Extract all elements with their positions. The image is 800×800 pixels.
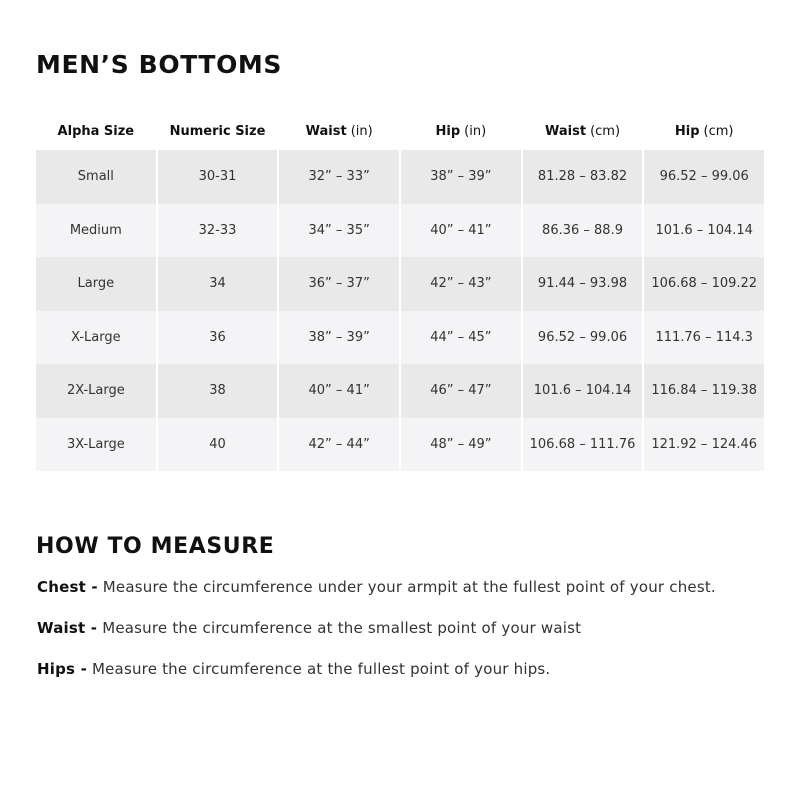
header-waist-in [279, 112, 399, 150]
measure-term: Hips - [37, 660, 88, 678]
table-row [36, 311, 764, 365]
table-row [36, 364, 764, 418]
cell-alpha-size: 3X-Large [36, 418, 156, 472]
cell-alpha-size: 2X-Large [36, 364, 156, 418]
cell-numeric-size: 30-31 [158, 150, 278, 204]
table-row [36, 418, 764, 472]
cell-hip-in: 38” – 39” [401, 150, 521, 204]
cell-hip-in: 48” – 49” [401, 418, 521, 472]
cell-waist-cm: 86.36 – 88.9 [523, 204, 643, 258]
cell-alpha-size: Large [36, 257, 156, 311]
cell-alpha-size: X-Large [36, 311, 156, 365]
measure-description: Measure the circumference under your armpit at the fullest point of your chest. [102, 578, 716, 596]
cell-numeric-size: 40 [158, 418, 278, 472]
header-unit: (in) [464, 123, 487, 139]
header-label: Numeric Size [169, 123, 266, 139]
cell-waist-in: 42” – 44” [279, 418, 399, 472]
cell-waist-in: 36” – 37” [279, 257, 399, 311]
cell-numeric-size: 32-33 [158, 204, 278, 258]
table-row [36, 257, 764, 311]
cell-waist-in: 32” – 33” [279, 150, 399, 204]
header-label: Waist [305, 123, 347, 139]
header-label: Hip [674, 123, 700, 139]
cell-hip-in: 40” – 41” [401, 204, 521, 258]
cell-waist-cm: 96.52 – 99.06 [523, 311, 643, 365]
header-numeric-size [158, 112, 278, 150]
size-chart-table [36, 112, 764, 471]
measure-item-chest [37, 576, 716, 617]
cell-numeric-size: 38 [158, 364, 278, 418]
header-unit: (cm) [703, 123, 734, 139]
measure-item-hips [37, 658, 716, 699]
header-label: Alpha Size [57, 123, 135, 139]
cell-waist-cm: 91.44 – 93.98 [523, 257, 643, 311]
header-waist-cm [523, 112, 643, 150]
cell-waist-cm: 106.68 – 111.76 [523, 418, 643, 472]
cell-hip-cm: 96.52 – 99.06 [644, 150, 764, 204]
measure-term: Chest - [37, 578, 98, 596]
header-label: Waist [545, 123, 587, 139]
measure-item-waist [37, 617, 716, 658]
cell-hip-in: 46” – 47” [401, 364, 521, 418]
header-unit: (cm) [590, 123, 621, 139]
cell-waist-in: 34” – 35” [279, 204, 399, 258]
table-row [36, 204, 764, 258]
cell-waist-cm: 81.28 – 83.82 [523, 150, 643, 204]
header-alpha-size [36, 112, 156, 150]
cell-hip-cm: 101.6 – 104.14 [644, 204, 764, 258]
header-unit: (in) [350, 123, 373, 139]
measure-description: Measure the circumference at the fullest point of your hips. [91, 660, 551, 678]
table-header-row [36, 112, 764, 150]
cell-waist-in: 38” – 39” [279, 311, 399, 365]
cell-hip-in: 44” – 45” [401, 311, 521, 365]
cell-numeric-size: 34 [158, 257, 278, 311]
cell-alpha-size: Small [36, 150, 156, 204]
measure-instructions-list [37, 576, 716, 699]
cell-waist-cm: 101.6 – 104.14 [523, 364, 643, 418]
header-hip-cm [644, 112, 764, 150]
measure-term: Waist - [37, 619, 98, 637]
header-hip-in [401, 112, 521, 150]
table-row [36, 150, 764, 204]
cell-hip-cm: 106.68 – 109.22 [644, 257, 764, 311]
cell-hip-in: 42” – 43” [401, 257, 521, 311]
cell-numeric-size: 36 [158, 311, 278, 365]
cell-hip-cm: 116.84 – 119.38 [644, 364, 764, 418]
how-to-measure-heading: HOW TO MEASURE [36, 534, 275, 559]
cell-alpha-size: Medium [36, 204, 156, 258]
measure-description: Measure the circumference at the smallest point of your waist [102, 619, 582, 637]
cell-hip-cm: 121.92 – 124.46 [644, 418, 764, 472]
cell-waist-in: 40” – 41” [279, 364, 399, 418]
header-label: Hip [435, 123, 461, 139]
cell-hip-cm: 111.76 – 114.3 [644, 311, 764, 365]
page-title: MEN’S BOTTOMS [36, 50, 283, 79]
